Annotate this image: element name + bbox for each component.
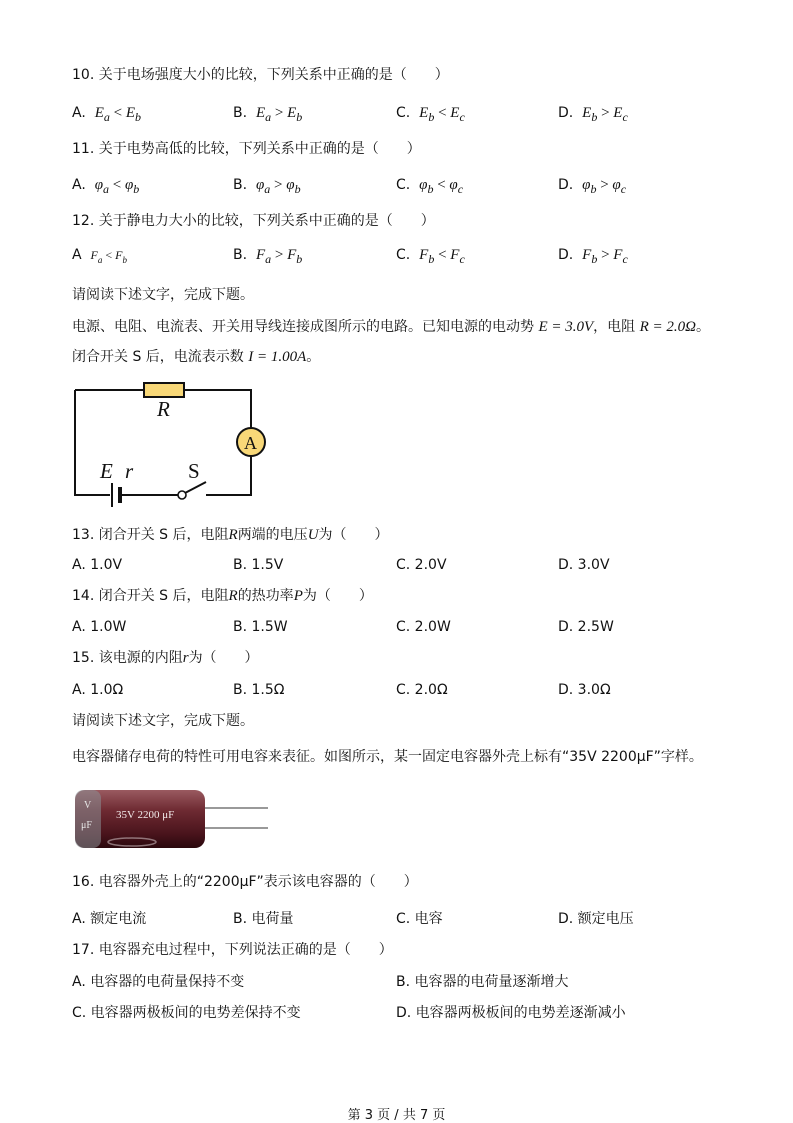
q11-option-c[interactable]: C. $\varphi_b < \varphi_c$	[396, 177, 464, 196]
q13-option-c[interactable]: C. 2.0V	[396, 557, 447, 573]
q12-option-c[interactable]: C. $F_b < F_c$	[396, 247, 465, 266]
q10-option-a[interactable]: A. $E_a < E_b$	[72, 105, 141, 124]
page-number: 第 3 页 / 共 7 页	[347, 1108, 446, 1123]
q17-option-c[interactable]: C. 电容器两极板间的电势差保持不变	[72, 1005, 301, 1021]
q11-stem: 11. 关于电势高低的比较，下列关系中正确的是（ ）	[72, 141, 421, 157]
passage-2: 电容器储存电荷的特性可用电容来表征。如图所示，某一固定电容器外壳上标有“35V 2200μF”字样。	[72, 749, 703, 765]
q13-stem: 13. 闭合开关 S 后，电阻R两端的电压U为（ ）	[72, 527, 389, 543]
passage-1-line-1: 电源、电阻、电流表、开关用导线连接成图所示的电路。已知电源的电动势 E = 3.0V，电阻 R = 2.0Ω。	[72, 319, 710, 335]
q15-option-d[interactable]: D. 3.0Ω	[558, 682, 611, 698]
q13-option-b[interactable]: B. 1.5V	[233, 557, 284, 573]
q12-option-b[interactable]: B. $F_a > F_b$	[233, 247, 303, 266]
q17-stem: 17. 电容器充电过程中，下列说法正确的是（ ）	[72, 942, 393, 958]
wire-top-right	[184, 390, 251, 428]
capacitor-stripe	[75, 790, 101, 848]
q17-option-a[interactable]: A. 电容器的电荷量保持不变	[72, 974, 245, 990]
q17-option-b[interactable]: B. 电容器的电荷量逐渐增大	[396, 974, 569, 990]
q15-option-a[interactable]: A. 1.0Ω	[72, 682, 124, 698]
q14-option-b[interactable]: B. 1.5W	[233, 619, 288, 635]
q14-stem: 14. 闭合开关 S 后，电阻R的热功率P为（ ）	[72, 588, 373, 604]
capacitor-side-label-2: μF	[81, 820, 92, 831]
q15-option-c[interactable]: C. 2.0Ω	[396, 682, 448, 698]
q14-option-a[interactable]: A. 1.0W	[72, 619, 127, 635]
q17-option-d[interactable]: D. 电容器两极板间的电势差逐渐减小	[396, 1005, 626, 1021]
q16-stem: 16. 电容器外壳上的“2200μF”表示该电容器的（ ）	[72, 874, 418, 890]
reading-instruction-2: 请阅读下述文字，完成下题。	[72, 713, 254, 729]
wire-right-bottom	[206, 456, 251, 495]
q16-option-c[interactable]: C. 电容	[396, 911, 443, 927]
q10-option-c[interactable]: C. $E_b < E_c$	[396, 105, 465, 124]
q15-stem: 15. 该电源的内阻r为（ ）	[72, 650, 259, 666]
q12-option-d[interactable]: D. $F_b > F_c$	[558, 247, 628, 266]
q12-option-a[interactable]: A $F_a < F_b$	[72, 247, 127, 265]
q14-option-c[interactable]: C. 2.0W	[396, 619, 451, 635]
resistor-label: R	[157, 397, 170, 421]
q11-option-b[interactable]: B. $\varphi_a > \varphi_b$	[233, 177, 301, 196]
capacitor-side-label-1: V	[84, 800, 92, 811]
emf-label: E	[100, 459, 113, 483]
capacitor-rating-label: 35V 2200 μF	[116, 809, 175, 821]
capacitor-image	[72, 786, 272, 852]
ammeter-label: A	[244, 433, 257, 453]
internal-resistance-label: r	[125, 459, 134, 483]
q11-option-a[interactable]: A. $\varphi_a < \varphi_b$	[72, 177, 140, 196]
q14-option-d[interactable]: D. 2.5W	[558, 619, 614, 635]
circuit-diagram	[70, 378, 280, 508]
switch-label: S	[188, 459, 200, 483]
q15-option-b[interactable]: B. 1.5Ω	[233, 682, 285, 698]
q10-stem: 10. 关于电场强度大小的比较，下列关系中正确的是（ ）	[72, 67, 449, 83]
q16-option-b[interactable]: B. 电荷量	[233, 911, 294, 927]
resistor	[144, 383, 184, 397]
switch-blade	[185, 482, 206, 493]
q10-option-b[interactable]: B. $E_a > E_b$	[233, 105, 303, 124]
q13-option-d[interactable]: D. 3.0V	[558, 557, 610, 573]
passage-1-line-2: 闭合开关 S 后，电流表示数 I = 1.00A。	[72, 349, 321, 365]
reading-instruction-1: 请阅读下述文字，完成下题。	[72, 287, 254, 303]
q12-stem: 12. 关于静电力大小的比较，下列关系中正确的是（ ）	[72, 213, 435, 229]
q11-option-d[interactable]: D. $\varphi_b > \varphi_c$	[558, 177, 627, 196]
q16-option-a[interactable]: A. 额定电流	[72, 911, 147, 927]
q10-option-d[interactable]: D. $E_b > E_c$	[558, 105, 628, 124]
q16-option-d[interactable]: D. 额定电压	[558, 911, 634, 927]
q13-option-a[interactable]: A. 1.0V	[72, 557, 123, 573]
